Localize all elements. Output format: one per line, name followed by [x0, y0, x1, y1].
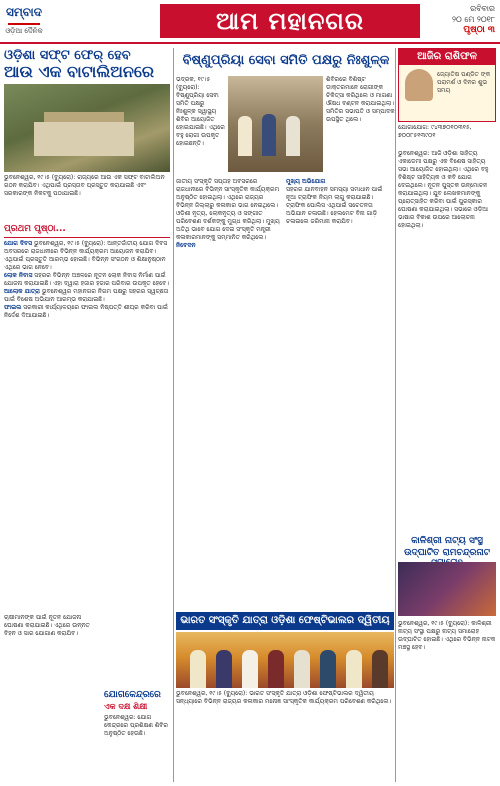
photo-figure	[346, 650, 362, 688]
photo-figure	[294, 650, 310, 688]
mid-article-col2	[286, 178, 391, 638]
masthead-info	[425, 4, 497, 38]
mid-article-col1	[176, 178, 281, 638]
yoga-body: ଭୁବନେଶ୍ୱର: ଯୋଗ କେନ୍ଦ୍ରରେ ପ୍ରଶିକ୍ଷଣ ଶିବିର ଅନୁଷ୍ଠିତ ହେଉଛି।	[104, 714, 168, 737]
yoga-subhead: ଏକ ଦକ୍ଷ ଶିକ୍ଷୀ	[104, 702, 148, 711]
drama-photo	[398, 562, 496, 616]
left-subhead: ଯୋଗ ଦିବସ	[4, 240, 33, 247]
left-paragraph: ସହରର ବିଭିନ୍ନ ଅଞ୍ଚଳରେ ନୂତନ ଲୋକ ନିବାସ ନିର୍ମାଣ ପାଇଁ ଯୋଜନା କରାଯାଇଛି। ଏହା ଦ୍ୱାରା ହଜାର ହଜାର ପରିବାର ଉପକୃତ ହେବେ।	[4, 272, 169, 287]
mid-paragraph: ସହରର ଯାନବାହନ ସମସ୍ୟା ସମାଧାନ ପାଇଁ ନୂଆ ଟ୍ରାଫିକ ନିୟମ ଲାଗୁ କରାଯାଇଛି। ଟ୍ରାଫିକ ପୋଲିସ ଏଥିପାଇଁ ସଚେତନତା ଅଭିଯାନ ଚଳାଉଛି। ହେଲମେଟ ବିନା ଗାଡ଼ି ଚଳାଇଲେ ଜରିମାନା କରାଯିବ।	[286, 186, 383, 225]
left-paragraph: ସରକାରୀ କାର୍ଯ୍ୟାଳୟରେ ଫାଇଲ ନିଷ୍ପତ୍ତି ଶୀଘ୍ର କରିବା ପାଇଁ ନିର୍ଦ୍ଦେଶ ଦିଆଯାଇଛି।	[4, 304, 168, 319]
lead-headline-line2: ଆଉ ଏକ ବାଟାଲିଅନରେ	[4, 62, 155, 81]
feature-caption: ଭୁବନେଶ୍ୱର, ୧୯।୫ (ବ୍ୟୁରୋ): ଭାରତ ସଂସ୍କୃତି ଯାତ୍ରା ଓଡ଼ିଶା ଫେଷ୍ଟିଭାଲର ଦ୍ୱିତୀୟ ସନ୍ଧ୍ୟାରେ ବିଭିନ୍ନ ରାଜ୍ୟର କଳାକାର ମନୋଜ୍ଞ ସାଂସ୍କୃତିକ କାର୍ଯ୍ୟକ୍ରମ ପରିବେଶଣ କରିଥିଲେ।	[176, 690, 392, 705]
logo-tagline: ଓଡ଼ିଆ ଦୈନିକ	[5, 27, 43, 35]
center-story-headline[interactable]: ବିଷ୍ଣୁପ୍ରିୟା ସେବା ସମିତି ପକ୍ଷରୁ ନିଃଶୁଳ୍କ	[182, 53, 390, 68]
photo-figure	[286, 116, 300, 156]
left-section-heading[interactable]: ପ୍ରଥମ ପୃଷ୍ଠା...	[4, 224, 170, 238]
horoscope-box[interactable]	[398, 48, 496, 122]
masthead-rule	[0, 42, 500, 44]
lead-story-photo	[4, 84, 170, 172]
left-paragraph: ଭୁବନେଶ୍ୱର, ୧୯।୫ (ବ୍ୟୁରୋ): ଆନ୍ତର୍ଜାତୀୟ ଯୋଗ ଦିବସ ଅବସରରେ ରାଜଧାନୀରେ ବିଭିନ୍ନ କାର୍ଯ୍ୟକ୍ରମ ଆୟୋଜନ କରାଯିବ। ଏଥିପାଇଁ ପ୍ରସ୍ତୁତି ଆରମ୍ଭ ହୋଇଛି। ବିଭିନ୍ନ ସଂଗଠନ ଓ ଶିକ୍ଷାନୁଷ୍ଠାନ ଏଥିରେ ଭାଗ ନେବେ।	[4, 240, 168, 271]
photo-figure	[268, 650, 284, 688]
lead-story-headline[interactable]	[4, 48, 170, 81]
section-title: ଆମ ମହାନଗର	[160, 4, 420, 38]
column-divider	[173, 48, 174, 782]
photo-figure	[262, 114, 276, 156]
drama-headline[interactable]: କାଳିଶ୍ରୀ ନାଟ୍ୟ ସଂସ୍ଥ	[411, 536, 483, 546]
newspaper-logo[interactable]	[4, 3, 44, 39]
drama-headline-2: ଉଦ୍‌ଘାଟିତ ରାମଚନ୍ଦ୍ରନାଟ	[404, 548, 490, 558]
left-bottom-body: ଚାଷୀମାନଙ୍କ ପାଇଁ ନୂତନ ଯୋଜନା ଘୋଷଣା କରାଯାଇଛି। ଏଥିରେ ଉନ୍ନତ ବିହନ ଓ ସାର ଯୋଗାଣ କରାଯିବ।	[4, 614, 90, 637]
photo-figure	[238, 116, 252, 156]
logo-name: ସମ୍ବାଦ	[6, 5, 42, 19]
lead-story-body: ଭୁବନେଶ୍ୱର, ୧୯।୫ (ବ୍ୟୁରୋ): ରାଜ୍ୟରେ ଆଉ ଏକ ସଫ୍ଟ ବାଟାଲିଅନ ଗଠନ କରାଯିବ। ଏଥିପାଇଁ ପ୍ରସ୍ତାବ ପ୍ରସ୍ତୁତ କରାଯାଇଛି ଏବଂ ସରକାରଙ୍କ ନିକଟକୁ ପଠାଯାଇଛି।	[4, 174, 165, 197]
yoga-headline[interactable]: ଯୋଗକେନ୍ଦ୍ରରେ	[104, 690, 161, 700]
column-divider	[395, 48, 396, 782]
right-article-body: ଭୁବନେଶ୍ୱର: ଆଜି ଓଡ଼ିଶା ସାହିତ୍ୟ ଏକାଡେମୀ ପକ୍ଷରୁ ଏକ ବିଶେଷ ସାହିତ୍ୟ ସଭା ଆୟୋଜିତ ହୋଇଥିଲା। ଏଥିରେ ବହୁ ବିଶିଷ୍ଟ ସାହିତ୍ୟିକ ଓ କବି ଯୋଗ ଦେଇଥିଲେ। ନୂତନ ପୁସ୍ତକ ଉନ୍ମୋଚନ କରାଯାଇଥିଲା। ଯୁବ ଲେଖକମାନଙ୍କୁ ପ୍ରୋତ୍ସାହିତ କରିବା ପାଇଁ ପୁରସ୍କାର ଘୋଷଣା କରାଯାଇଥିଲା। ସଭାରେ ଓଡ଼ିଆ ଭାଷାର ବିକାଶ ଉପରେ ଆଲୋଚନା ହୋଇଥିଲା।	[398, 150, 489, 229]
center-story-photo	[228, 76, 323, 172]
left-subhead: ଆଲୋକ ଯାତ୍ରା	[4, 288, 40, 295]
left-article-body	[4, 240, 170, 610]
photo-figure	[190, 650, 206, 688]
lead-headline-line1: ଓଡ଼ିଶା ସଫ୍ଟ ଫେର୍ ହେବ	[4, 48, 131, 63]
photo-figure	[242, 650, 258, 688]
mid-paragraph: ଜାତୀୟ ସଂସ୍କୃତି ସପ୍ତାହ ଅବସରରେ ରାଜଧାନୀରେ ବିଭିନ୍ନ ସାଂସ୍କୃତିକ କାର୍ଯ୍ୟକ୍ରମ ଅନୁଷ୍ଠିତ ହୋଇଥିଲା। ଏଥିରେ ରାଜ୍ୟର ବିଭିନ୍ନ ଜିଲ୍ଲାରୁ କଳାକାର ଭାଗ ନେଇଥିଲେ। ଓଡ଼ିଶୀ ନୃତ୍ୟ, ଲୋକନୃତ୍ୟ ଓ ସଙ୍ଗୀତ ପରିବେଶଣ ଦର୍ଶକଙ୍କୁ ମୁଗ୍ଧ କରିଥିଲା। ମୁଖ୍ୟ ଅତିଥି ଭାବେ ଯୋଗ ଦେଇ ସଂସ୍କୃତି ମନ୍ତ୍ରୀ କଳାକାରମାନଙ୍କୁ ସମ୍ମାନିତ କରିଥିଲେ।	[176, 178, 280, 241]
drama-body: ଭୁବନେଶ୍ୱର, ୧୯।୫ (ବ୍ୟୁରୋ): କାଳିଶ୍ରୀ ନାଟ୍ୟ ସଂସ୍ଥା ପକ୍ଷରୁ ନାଟ୍ୟ ସମାରୋହ ଉଦ୍‌ଘାଟିତ ହୋଇଛି। ଏଥିରେ ବିଭିନ୍ନ ନାଟକ ମଞ୍ଚସ୍ଥ ହେବ।	[398, 620, 496, 651]
masthead	[0, 0, 500, 42]
mid-subhead: ମୁଖ୍ୟ ଅଭିଯୋଗ	[286, 178, 326, 185]
center-story-col2: ଶିବିରରେ ବିଶିଷ୍ଟ ଡାକ୍ତରମାନେ ରୋଗୀଙ୍କ ଚିକିତ୍ସା କରିଥିଲେ ଓ ମାଗଣା ଔଷଧ ବଣ୍ଟନ କରାଯାଇଥିଲା। ସମିତିର ସଭାପତି ଓ ସମ୍ପାଦକ ଉପସ୍ଥିତ ଥିଲେ।	[326, 76, 395, 123]
logo-underline	[8, 23, 40, 25]
photo-figure	[216, 650, 232, 688]
mid-subhead: ନିବେଦନ	[176, 242, 196, 249]
left-paragraph: ଭୁବନେଶ୍ୱର ମହାନଗର ନିଗମ ପକ୍ଷରୁ ସହରର ସ୍ୱଚ୍ଛତା ପାଇଁ ବିଶେଷ ଅଭିଯାନ ଆରମ୍ଭ କରାଯାଇଛି।	[4, 288, 169, 303]
horoscope-title: ଆଜିର ରାଶିଫଳ	[399, 49, 495, 65]
left-subhead: ଲୋକ ନିବାସ	[4, 272, 33, 279]
horoscope-text: ଜ୍ୟୋତିଷ ପଣ୍ଡିତ ଙ୍କ ପରାମର୍ଶ ଓ ଦିନର ଶୁଭ ସମୟ	[437, 71, 491, 94]
feature-photo	[176, 632, 394, 688]
page-number: ପୃଷ୍ଠା ୩	[463, 25, 495, 35]
horoscope-contact: ଯୋଗାଯୋଗ: ୯୪୩୭୦୧୦୩୧୫, ୭୦୦୮୫୧୩୯୦୧	[398, 124, 472, 139]
masthead-day: ରବିବାର	[470, 4, 495, 13]
photo-figure	[372, 650, 388, 688]
astrologer-photo	[405, 69, 433, 101]
photo-shape	[34, 122, 134, 156]
left-subhead: ଫାଇଲ	[4, 304, 22, 311]
photo-figure	[320, 650, 336, 688]
masthead-date: ୨୦ ମେ ୨୦୧୮	[452, 15, 495, 24]
center-story-col1: ଭଦ୍ରକ, ୧୯।୫ (ବ୍ୟୁରୋ): ବିଷ୍ଣୁପ୍ରିୟା ସେବା ସମିତି ପକ୍ଷରୁ ନିଃଶୁଳ୍କ ସ୍ୱାସ୍ଥ୍ୟ ଶିବିର ଆୟୋଜିତ ହୋଇଯାଇଛି। ଏଥିରେ ବହୁ ରୋଗୀ ଉପକୃତ ହୋଇଛନ୍ତି।	[176, 76, 225, 147]
feature-headline[interactable]: ଭାରତ ସଂସ୍କୃତି ଯାତ୍ରା ଓଡ଼ିଶା ଫେଷ୍ଟିଭାଲର ଦ୍ୱିତୀୟ	[176, 612, 394, 630]
